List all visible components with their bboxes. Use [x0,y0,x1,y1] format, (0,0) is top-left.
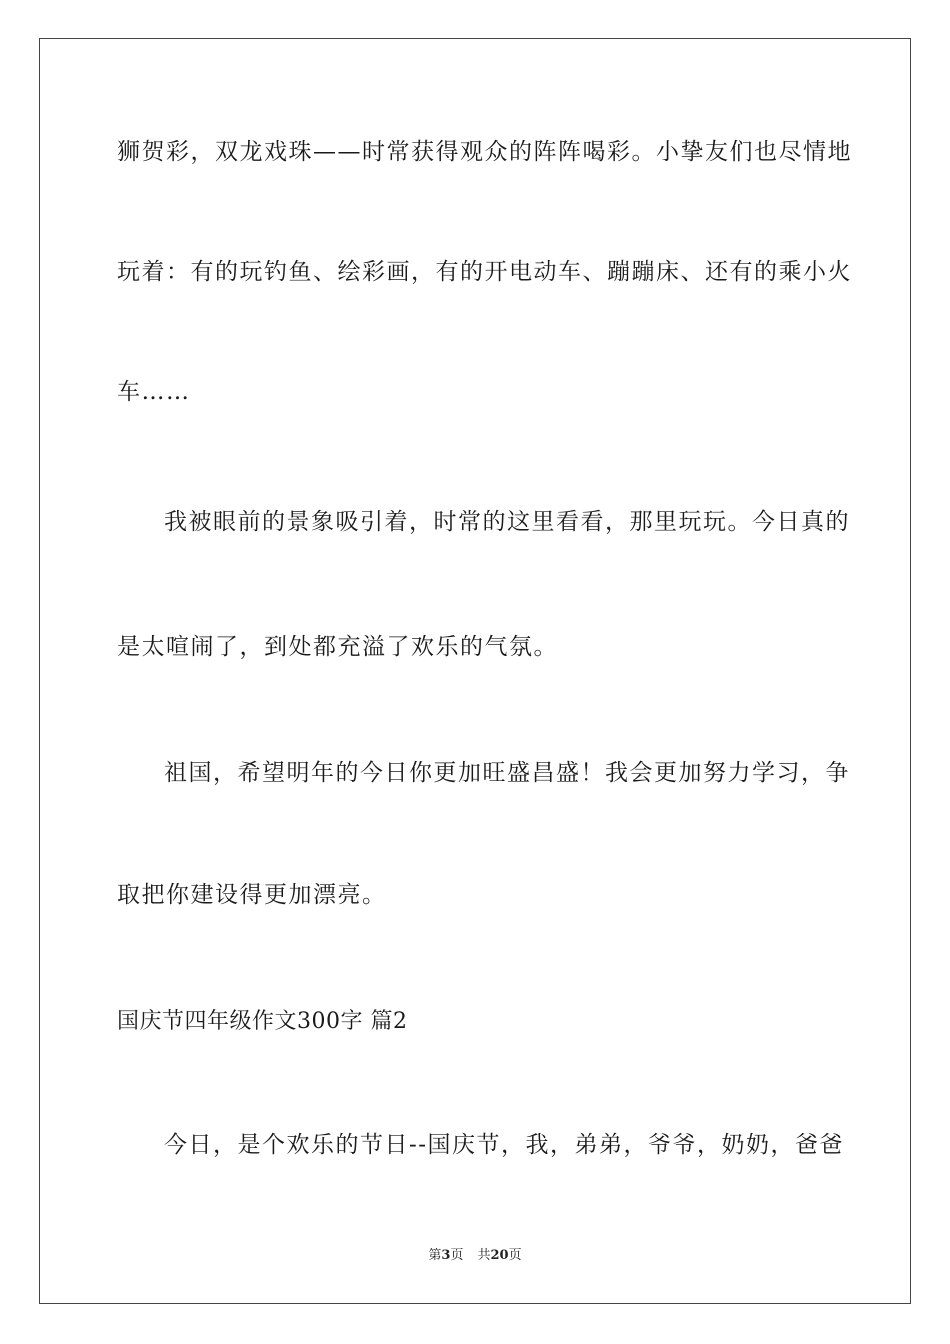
body-text-line: 是太喧闹了，到处都充溢了欢乐的气氛。 [117,634,558,660]
page-footer [0,1247,950,1265]
page-total-count: 20 [490,1248,509,1263]
body-text-line: 取把你建设得更加漂亮。 [117,882,387,908]
page-number-suffix: 页 [450,1248,464,1263]
paragraph-start-line: 祖国，希望明年的今日你更加旺盛昌盛！我会更加努力学习，争 [164,760,850,786]
page-number-prefix: 第 [428,1248,442,1263]
page-total-suffix: 页 [508,1248,522,1263]
body-text-line: 车…… [117,379,191,405]
body-text-line: 狮贺彩，双龙戏珠——时常获得观众的阵阵喝彩。小挚友们也尽情地 [117,139,852,165]
paragraph-start-line: 我被眼前的景象吸引着，时常的这里看看，那里玩玩。今日真的 [164,509,850,535]
page-border [39,38,911,1304]
page-total-prefix: 共 [477,1248,491,1263]
section-heading: 国庆节四年级作文300字 篇2 [117,1009,408,1034]
paragraph-start-line: 今日，是个欢乐的节日--国庆节，我，弟弟，爷爷，奶奶，爸爸 [164,1132,845,1158]
page-number-current: 3 [441,1248,451,1263]
body-text-line: 玩着：有的玩钓鱼、绘彩画，有的开电动车、蹦蹦床、还有的乘小火 [117,259,852,285]
